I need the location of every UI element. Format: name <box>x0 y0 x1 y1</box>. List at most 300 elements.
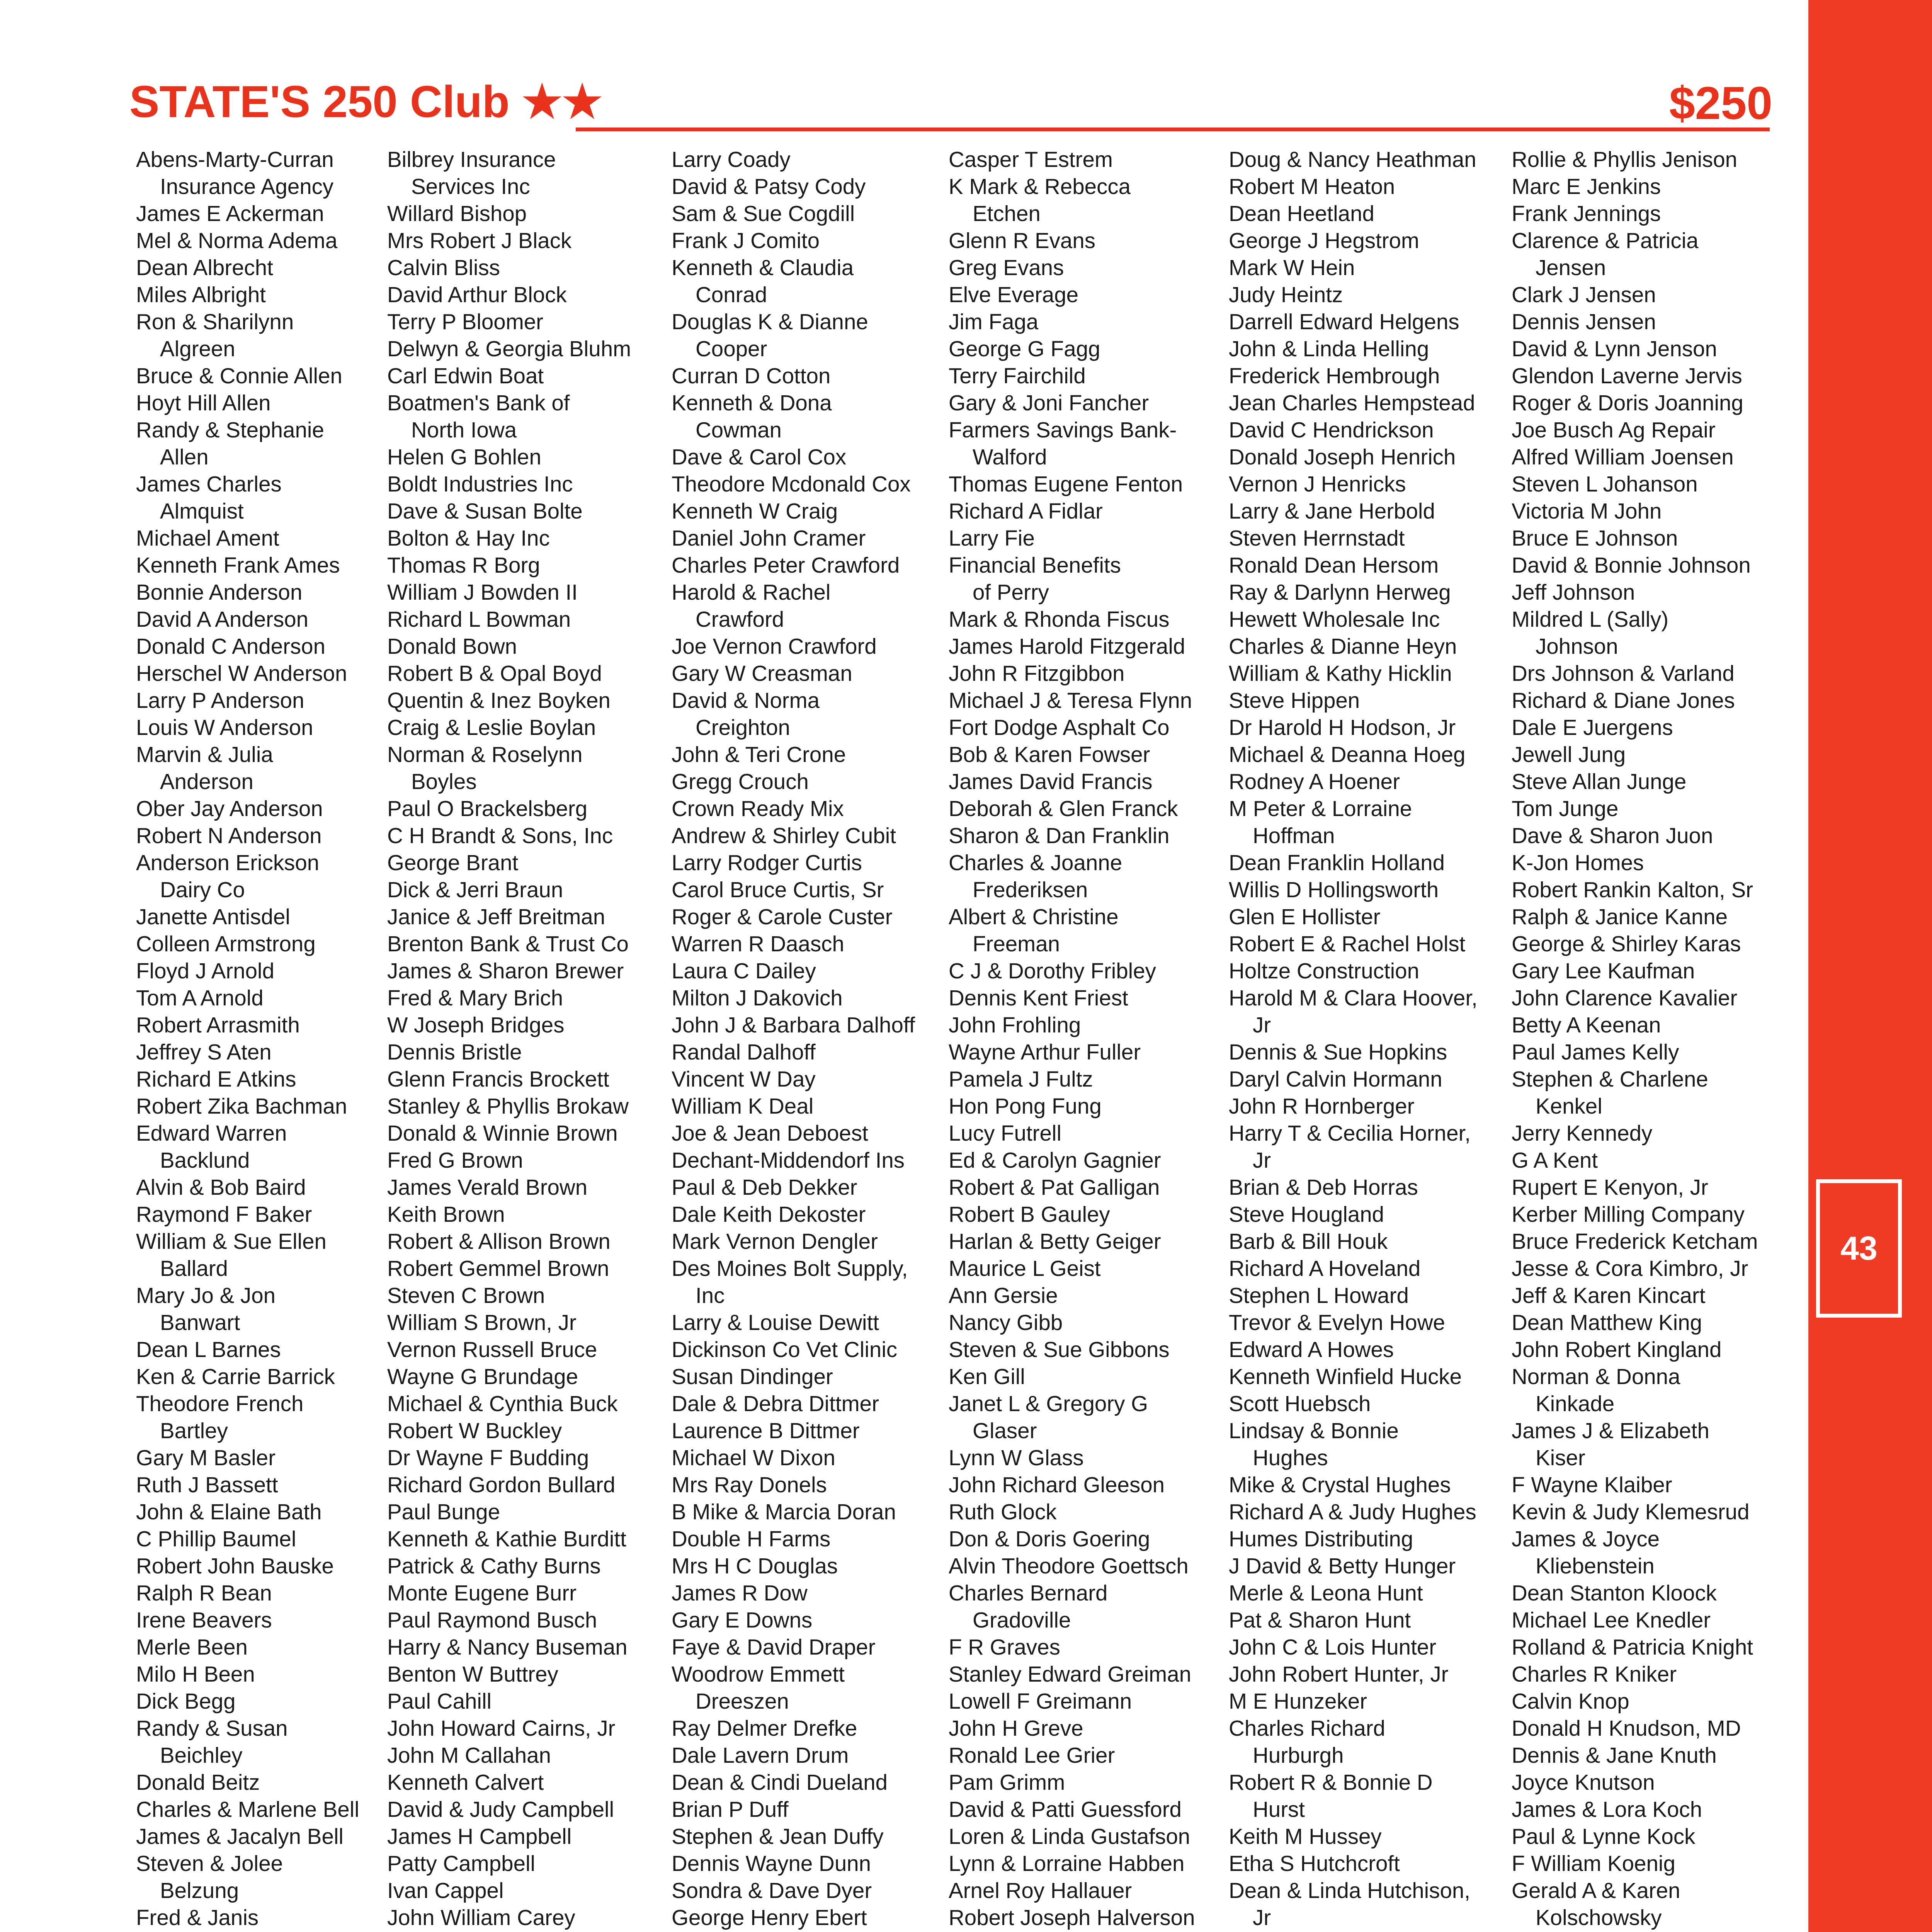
donor-name: Glenn Francis Brockett <box>387 1067 609 1091</box>
donor-name: Hewett Wholesale Inc <box>1229 607 1440 631</box>
donor-name: James H Campbell <box>387 1824 572 1849</box>
donor-name: Edward Warren <box>136 1121 287 1145</box>
donor-name: Robert & Allison Brown <box>387 1229 611 1253</box>
donor-name-continuation: Jr <box>1253 1148 1271 1172</box>
donor-name: Financial Benefits <box>949 553 1121 577</box>
donor-name: David Arthur Block <box>387 282 567 307</box>
donor-name: Joe Busch Ag Repair <box>1512 418 1716 442</box>
donor-name: Faye & David Draper <box>672 1635 876 1659</box>
donor-name-continuation: Kenkel <box>1536 1094 1602 1118</box>
donor-name: Louis W Anderson <box>136 715 313 740</box>
donor-name: W Joseph Bridges <box>387 1013 565 1037</box>
donor-name: Benton W Buttrey <box>387 1662 558 1686</box>
donor-name: K-Jon Homes <box>1512 850 1644 875</box>
donor-name-continuation: Hoffman <box>1253 823 1335 848</box>
donor-name: Harry T & Cecilia Horner, <box>1229 1121 1471 1145</box>
donor-name: Rolland & Patricia Knight <box>1512 1635 1753 1659</box>
donor-name-continuation: Etchen <box>973 201 1041 226</box>
donor-name: Dean & Cindi Dueland <box>672 1770 888 1794</box>
donor-name: Robert N Anderson <box>136 823 322 848</box>
donor-name: Victoria M John <box>1512 499 1662 523</box>
donor-name-continuation: Hurburgh <box>1253 1743 1344 1767</box>
donor-name: Larry & Jane Herbold <box>1229 499 1435 523</box>
donor-name: George & Shirley Karas <box>1512 932 1741 956</box>
donor-name: M Peter & Lorraine <box>1229 796 1412 821</box>
donor-name: James J & Elizabeth <box>1512 1418 1709 1443</box>
donor-name: Patty Campbell <box>387 1851 536 1876</box>
donor-column-6 <box>1512 146 1790 1932</box>
donor-name: Milton J Dakovich <box>672 986 843 1010</box>
donor-name: Robert B Gauley <box>949 1202 1110 1226</box>
donor-name: Charles & Marlene Bell <box>136 1797 359 1821</box>
donor-name: Andrew & Shirley Cubit <box>672 823 896 848</box>
donor-name: Jewell Jung <box>1512 742 1626 767</box>
donor-name: Joe Vernon Crawford <box>672 634 877 658</box>
donor-name: Charles Richard <box>1229 1716 1386 1740</box>
donor-name: Kenneth Winfield Hucke <box>1229 1364 1462 1389</box>
donor-name: Kenneth Calvert <box>387 1770 544 1794</box>
donor-name-continuation: Crawford <box>696 607 784 631</box>
donor-name: David C Hendrickson <box>1229 418 1434 442</box>
donor-name: Dickinson Co Vet Clinic <box>672 1337 898 1362</box>
donor-name: Hon Pong Fung <box>949 1094 1102 1118</box>
donor-name: Curran D Cotton <box>672 364 831 388</box>
donor-name: Alvin & Bob Baird <box>136 1175 306 1199</box>
donor-name: Des Moines Bolt Supply, <box>672 1256 908 1281</box>
donor-name: Etha S Hutchcroft <box>1229 1851 1400 1876</box>
donor-name: Jeff & Karen Kincart <box>1512 1283 1706 1308</box>
donor-name: Gary M Basler <box>136 1446 276 1470</box>
donor-name: Janet L & Gregory G <box>949 1391 1148 1416</box>
donor-name: Donald Bown <box>387 634 517 658</box>
donor-name: Ober Jay Anderson <box>136 796 323 821</box>
donor-name: Roger & Carole Custer <box>672 905 893 929</box>
donor-name: Kenneth W Craig <box>672 499 838 523</box>
donor-name: Raymond F Baker <box>136 1202 312 1226</box>
donor-name: Laura C Dailey <box>672 959 816 983</box>
donor-name: Loren & Linda Gustafson <box>949 1824 1190 1849</box>
donor-name: Gregg Crouch <box>672 769 809 794</box>
donor-name: Paul James Kelly <box>1512 1040 1679 1064</box>
donor-name: Patrick & Cathy Burns <box>387 1554 601 1578</box>
donor-name: Larry & Louise Dewitt <box>672 1310 879 1335</box>
donor-name: Fred & Janis <box>136 1905 259 1930</box>
donor-name-continuation: Gradoville <box>973 1608 1071 1632</box>
donor-name: Dale E Juergens <box>1512 715 1673 740</box>
donor-name: David & Norma <box>672 688 820 713</box>
donor-name: Daniel John Cramer <box>672 526 866 550</box>
donor-name: Ralph & Janice Kanne <box>1512 905 1728 929</box>
donor-name: Vernon Russell Bruce <box>387 1337 597 1362</box>
donor-name: John Clarence Kavalier <box>1512 986 1738 1010</box>
donor-name: Donald & Winnie Brown <box>387 1121 618 1145</box>
donor-name: Lowell F Greimann <box>949 1689 1132 1713</box>
donor-name: Farmers Savings Bank- <box>949 418 1177 442</box>
donor-name: Warren R Daasch <box>672 932 844 956</box>
donor-name: Abens-Marty-Curran <box>136 147 334 172</box>
donor-name: Stephen L Howard <box>1229 1283 1409 1308</box>
donor-name: Larry Fie <box>949 526 1035 550</box>
donor-name: Frederick Hembrough <box>1229 364 1440 388</box>
donor-name: Dennis Bristle <box>387 1040 522 1064</box>
donor-name: John R Fitzgibbon <box>949 661 1125 685</box>
donor-name: David & Patti Guessford <box>949 1797 1182 1821</box>
donor-name: Ed & Carolyn Gagnier <box>949 1148 1161 1172</box>
donor-name: Pamela J Fultz <box>949 1067 1093 1091</box>
donor-name: Rupert E Kenyon, Jr <box>1512 1175 1708 1199</box>
donor-name: Richard E Atkins <box>136 1067 296 1091</box>
donor-name: Edward A Howes <box>1229 1337 1394 1362</box>
donor-name: James & Sharon Brewer <box>387 959 624 983</box>
donor-name: Dennis Kent Friest <box>949 986 1128 1010</box>
donor-name: Charles Bernard <box>949 1581 1108 1605</box>
membership-amount: $250 <box>1669 77 1772 129</box>
donor-name: Janice & Jeff Breitman <box>387 905 605 929</box>
donor-name: Richard L Bowman <box>387 607 571 631</box>
donor-name: Robert E & Rachel Holst <box>1229 932 1466 956</box>
donor-name: Dennis & Sue Hopkins <box>1229 1040 1447 1064</box>
donor-name: Charles & Dianne Heyn <box>1229 634 1457 658</box>
donor-name: Clark J Jensen <box>1512 282 1656 307</box>
donor-name: Lynn & Lorraine Habben <box>949 1851 1185 1876</box>
donor-name: George Brant <box>387 850 519 875</box>
donor-name-continuation: North Iowa <box>411 418 517 442</box>
donor-name: James Verald Brown <box>387 1175 588 1199</box>
donor-name-continuation: Anderson <box>160 769 253 794</box>
donor-name: Robert R & Bonnie D <box>1229 1770 1433 1794</box>
donor-name: Bruce Frederick Ketcham <box>1512 1229 1758 1253</box>
donor-name: Tom A Arnold <box>136 986 264 1010</box>
donor-name: Doug & Nancy Heathman <box>1229 147 1476 172</box>
donor-name: B Mike & Marcia Doran <box>672 1500 896 1524</box>
donor-name: John & Teri Crone <box>672 742 846 767</box>
donor-name: Ray & Darlynn Herweg <box>1229 580 1451 604</box>
donor-name: Helen G Bohlen <box>387 445 541 469</box>
donor-name: Randy & Susan <box>136 1716 288 1740</box>
donor-column-2 <box>387 146 665 1932</box>
donor-name-continuation: Allen <box>160 445 209 469</box>
donor-name: Marvin & Julia <box>136 742 273 767</box>
donor-name: Calvin Bliss <box>387 255 500 280</box>
donor-name: Quentin & Inez Boyken <box>387 688 611 713</box>
donor-name: Robert Gemmel Brown <box>387 1256 609 1281</box>
donor-name: Vernon J Henricks <box>1229 472 1406 496</box>
donor-name: Floyd J Arnold <box>136 959 275 983</box>
donor-name: Mary Jo & Jon <box>136 1283 276 1308</box>
donor-name: Rollie & Phyllis Jenison <box>1512 147 1738 172</box>
donor-column-4 <box>949 146 1227 1932</box>
donor-name: Gerald A & Karen <box>1512 1878 1680 1903</box>
right-color-band <box>1808 0 1932 1932</box>
donor-name: Jim Faga <box>949 310 1039 334</box>
donor-name: Harry & Nancy Buseman <box>387 1635 628 1659</box>
donor-name: F William Koenig <box>1512 1851 1675 1876</box>
donor-name: George Henry Ebert <box>672 1905 867 1930</box>
donor-name: John William Carey <box>387 1905 575 1930</box>
donor-name: Tom Junge <box>1512 796 1619 821</box>
donor-name: Ruth Glock <box>949 1500 1057 1524</box>
donor-name: Steve Hippen <box>1229 688 1360 713</box>
donor-name: Hoyt Hill Allen <box>136 391 271 415</box>
donor-name: F R Graves <box>949 1635 1060 1659</box>
donor-name: David A Anderson <box>136 607 309 631</box>
donor-name: Dick Begg <box>136 1689 236 1713</box>
donor-name: M E Hunzeker <box>1229 1689 1367 1713</box>
donor-name: Dechant-Middendorf Ins <box>672 1148 905 1172</box>
donor-name-continuation: Kliebenstein <box>1536 1554 1655 1578</box>
page-number-tab: 43 <box>1816 1179 1902 1318</box>
donor-name: James David Francis <box>949 769 1153 794</box>
donor-name-continuation: Cooper <box>696 337 767 361</box>
donor-name: Mrs Robert J Black <box>387 228 572 253</box>
donor-name: Rodney A Hoener <box>1229 769 1400 794</box>
donor-name: Douglas K & Dianne <box>672 310 868 334</box>
donor-name: Sondra & Dave Dyer <box>672 1878 872 1903</box>
donor-name: Stanley Edward Greiman <box>949 1662 1192 1686</box>
donor-name-continuation: Boyles <box>411 769 477 794</box>
donor-name: Donald Beitz <box>136 1770 260 1794</box>
donor-name: John C & Lois Hunter <box>1229 1635 1437 1659</box>
donor-name: Sharon & Dan Franklin <box>949 823 1170 848</box>
donor-name: Mildred L (Sally) <box>1512 607 1669 631</box>
donor-name-continuation: Johnson <box>1536 634 1618 658</box>
donor-name: Greg Evans <box>949 255 1064 280</box>
donor-name: John M Callahan <box>387 1743 551 1767</box>
donor-name: Don & Doris Goering <box>949 1527 1150 1551</box>
donor-name: Bob & Karen Fowser <box>949 742 1150 767</box>
donor-name: Frank Jennings <box>1512 201 1661 226</box>
donor-name: Dr Wayne F Budding <box>387 1446 589 1470</box>
donor-name: Bonnie Anderson <box>136 580 303 604</box>
donor-name: Craig & Leslie Boylan <box>387 715 596 740</box>
donor-name: Dale Lavern Drum <box>672 1743 849 1767</box>
donor-name: John & Linda Helling <box>1229 337 1429 361</box>
donor-name: David & Judy Campbell <box>387 1797 614 1821</box>
donor-name: Theodore French <box>136 1391 304 1416</box>
donor-name: Kenneth Frank Ames <box>136 553 340 577</box>
donor-name-continuation: Creighton <box>696 715 790 740</box>
donor-name: James E Ackerman <box>136 201 324 226</box>
donor-name: Laurence B Dittmer <box>672 1418 860 1443</box>
donor-name: Woodrow Emmett <box>672 1662 845 1686</box>
donor-name: Stephen & Jean Duffy <box>672 1824 884 1849</box>
donor-name: Terry Fairchild <box>949 364 1086 388</box>
donor-name: Stephen & Charlene <box>1512 1067 1708 1091</box>
donor-name: Fort Dodge Asphalt Co <box>949 715 1170 740</box>
donor-name: Richard A Fidlar <box>949 499 1103 523</box>
donor-name: Stanley & Phyllis Brokaw <box>387 1094 629 1118</box>
donor-name-continuation: Jr <box>1253 1905 1271 1930</box>
donor-name: Wayne Arthur Fuller <box>949 1040 1141 1064</box>
donor-name: David & Bonnie Johnson <box>1512 553 1751 577</box>
donor-name: Ray Delmer Drefke <box>672 1716 857 1740</box>
donor-name: Anderson Erickson <box>136 850 320 875</box>
donor-name: Colleen Armstrong <box>136 932 316 956</box>
donor-name: Lindsay & Bonnie <box>1229 1418 1399 1443</box>
donor-name: David & Lynn Jenson <box>1512 337 1717 361</box>
donor-name: Kerber Milling Company <box>1512 1202 1745 1226</box>
donor-name: Randal Dalhoff <box>672 1040 816 1064</box>
donor-name-continuation: Walford <box>973 445 1047 469</box>
donor-name: Kenneth & Claudia <box>672 255 854 280</box>
donor-name: Dr Harold H Hodson, Jr <box>1229 715 1456 740</box>
donor-name: Larry Rodger Curtis <box>672 850 862 875</box>
donor-name-continuation: Inc <box>696 1283 725 1308</box>
donor-name-continuation: Freeman <box>973 932 1060 956</box>
donor-name: Bilbrey Insurance <box>387 147 556 172</box>
donor-name-continuation: Frederiksen <box>973 878 1088 902</box>
donor-name: Herschel W Anderson <box>136 661 347 685</box>
donor-name: Merle Been <box>136 1635 248 1659</box>
donor-name: Lynn W Glass <box>949 1446 1084 1470</box>
donor-name: Robert M Heaton <box>1229 174 1395 199</box>
donor-name: Miles Albright <box>136 282 266 307</box>
donor-name: Ken Gill <box>949 1364 1025 1389</box>
donor-name-continuation: Kolschowsky <box>1536 1905 1662 1930</box>
donor-name: John H Greve <box>949 1716 1083 1740</box>
donor-name: Joyce Knutson <box>1512 1770 1655 1794</box>
donor-name: George J Hegstrom <box>1229 228 1419 253</box>
donor-name: Thomas R Borg <box>387 553 540 577</box>
header-rule <box>576 128 1770 131</box>
donor-name-continuation: Dairy Co <box>160 878 245 902</box>
donor-name: Willard Bishop <box>387 201 527 226</box>
donor-name: Delwyn & Georgia Bluhm <box>387 337 631 361</box>
donor-name: Jeffrey S Aten <box>136 1040 272 1064</box>
donor-name: Barb & Bill Houk <box>1229 1229 1388 1253</box>
donor-name: C J & Dorothy Fribley <box>949 959 1156 983</box>
donor-name-continuation: Services Inc <box>411 174 530 199</box>
donor-name: Ron & Sharilynn <box>136 310 294 334</box>
donor-name: Michael W Dixon <box>672 1446 835 1470</box>
donor-name: Dean & Linda Hutchison, <box>1229 1878 1471 1903</box>
donor-name: John & Elaine Bath <box>136 1500 322 1524</box>
donor-name: William & Sue Ellen <box>136 1229 327 1253</box>
donor-name: G A Kent <box>1512 1148 1598 1172</box>
donor-name: Robert Arrasmith <box>136 1013 300 1037</box>
donor-name: Mark & Rhonda Fiscus <box>949 607 1170 631</box>
donor-name-continuation: Glaser <box>973 1418 1037 1443</box>
donor-name: Alvin Theodore Goettsch <box>949 1554 1189 1578</box>
donor-name-continuation: Cowman <box>696 418 782 442</box>
donor-name: Pat & Sharon Hunt <box>1229 1608 1411 1632</box>
donor-name: Boldt Industries Inc <box>387 472 573 496</box>
donor-name: Theodore Mcdonald Cox <box>672 472 911 496</box>
donor-name: Janette Antisdel <box>136 905 290 929</box>
donor-name: Charles R Kniker <box>1512 1662 1677 1686</box>
donor-name: Vincent W Day <box>672 1067 816 1091</box>
donor-name-continuation: Hurst <box>1253 1797 1305 1821</box>
donor-name-continuation: Beichley <box>160 1743 243 1767</box>
donor-name: Steven C Brown <box>387 1283 545 1308</box>
donor-name: Gary & Joni Fancher <box>949 391 1149 415</box>
donor-name: Ann Gersie <box>949 1283 1058 1308</box>
donor-name: Donald C Anderson <box>136 634 325 658</box>
donor-column-3 <box>672 146 950 1932</box>
donor-name: James & Joyce <box>1512 1527 1660 1551</box>
donor-name-continuation: Kinkade <box>1536 1391 1615 1416</box>
donor-name: Susan Dindinger <box>672 1364 833 1389</box>
donor-name: Michael J & Teresa Flynn <box>949 688 1192 713</box>
donor-name: Deborah & Glen Franck <box>949 796 1178 821</box>
donor-name: Steve Allan Junge <box>1512 769 1687 794</box>
donor-name: Dale & Debra Dittmer <box>672 1391 879 1416</box>
donor-name-continuation: Algreen <box>160 337 235 361</box>
donor-name: Michael Lee Knedler <box>1512 1608 1711 1632</box>
donor-name-continuation: Conrad <box>696 282 767 307</box>
donor-name: James Charles <box>136 472 282 496</box>
donor-name: Robert B & Opal Boyd <box>387 661 602 685</box>
donor-name: Dave & Sharon Juon <box>1512 823 1713 848</box>
donor-name: Terry P Bloomer <box>387 310 543 334</box>
donor-name: Larry P Anderson <box>136 688 304 713</box>
donor-name: Frank J Comito <box>672 228 820 253</box>
donor-name: William J Bowden II <box>387 580 578 604</box>
donor-name: Dean Matthew King <box>1512 1310 1702 1335</box>
donor-name: John Richard Gleeson <box>949 1473 1165 1497</box>
donor-name: Irene Beavers <box>136 1608 272 1632</box>
donor-name: Richard A & Judy Hughes <box>1229 1500 1476 1524</box>
donor-name: Dean Franklin Holland <box>1229 850 1445 875</box>
donor-name: Gary Lee Kaufman <box>1512 959 1695 983</box>
donor-name: Mike & Crystal Hughes <box>1229 1473 1451 1497</box>
donor-name: David & Patsy Cody <box>672 174 866 199</box>
donor-name: C H Brandt & Sons, Inc <box>387 823 613 848</box>
donor-name: Robert John Bauske <box>136 1554 334 1578</box>
donor-name: Brian & Deb Horras <box>1229 1175 1418 1199</box>
donor-name: Jesse & Cora Kimbro, Jr <box>1512 1256 1748 1281</box>
donor-name-continuation: Belzung <box>160 1878 239 1903</box>
donor-name: Richard A Hoveland <box>1229 1256 1421 1281</box>
donor-name: Richard Gordon Bullard <box>387 1473 616 1497</box>
donor-name: Holtze Construction <box>1229 959 1420 983</box>
donor-name: Michael Ament <box>136 526 279 550</box>
donor-name-continuation: Banwart <box>160 1310 240 1335</box>
donor-name: Marc E Jenkins <box>1512 174 1661 199</box>
donor-name: Steven Herrnstadt <box>1229 526 1405 550</box>
donor-name-continuation: Hughes <box>1253 1446 1328 1470</box>
donor-name: Roger & Doris Joanning <box>1512 391 1743 415</box>
donor-name: Paul & Deb Dekker <box>672 1175 857 1199</box>
donor-name: Dave & Susan Bolte <box>387 499 583 523</box>
donor-name: Trevor & Evelyn Howe <box>1229 1310 1445 1335</box>
donor-name: Mrs Ray Donels <box>672 1473 827 1497</box>
donor-name: William & Kathy Hicklin <box>1229 661 1452 685</box>
donor-name-continuation: of Perry <box>973 580 1049 604</box>
donor-name: Donald Joseph Henrich <box>1229 445 1456 469</box>
donor-name: John Howard Cairns, Jr <box>387 1716 616 1740</box>
donor-name: Double H Farms <box>672 1527 831 1551</box>
donor-name: Harold M & Clara Hoover, <box>1229 986 1478 1010</box>
donor-column-5 <box>1229 146 1507 1932</box>
donor-name: Judy Heintz <box>1229 282 1343 307</box>
donor-name: Dennis & Jane Knuth <box>1512 1743 1717 1767</box>
donor-name: Dale Keith Dekoster <box>672 1202 866 1226</box>
donor-name: James Harold Fitzgerald <box>949 634 1185 658</box>
donor-name: Fred & Mary Brich <box>387 986 563 1010</box>
page-title: STATE'S 250 Club ★★ <box>129 77 602 127</box>
donor-name-continuation: Kiser <box>1536 1446 1585 1470</box>
donor-name: Clarence & Patricia <box>1512 228 1699 253</box>
donor-name: Willis D Hollingsworth <box>1229 878 1439 902</box>
donor-name: Ruth J Bassett <box>136 1473 278 1497</box>
donor-name: Carl Edwin Boat <box>387 364 544 388</box>
donor-name: Ronald Dean Hersom <box>1229 553 1439 577</box>
donor-name: Ivan Cappel <box>387 1878 504 1903</box>
donor-name: Boatmen's Bank of <box>387 391 570 415</box>
donor-name: John J & Barbara Dalhoff <box>672 1013 915 1037</box>
donor-name: Paul O Brackelsberg <box>387 796 588 821</box>
